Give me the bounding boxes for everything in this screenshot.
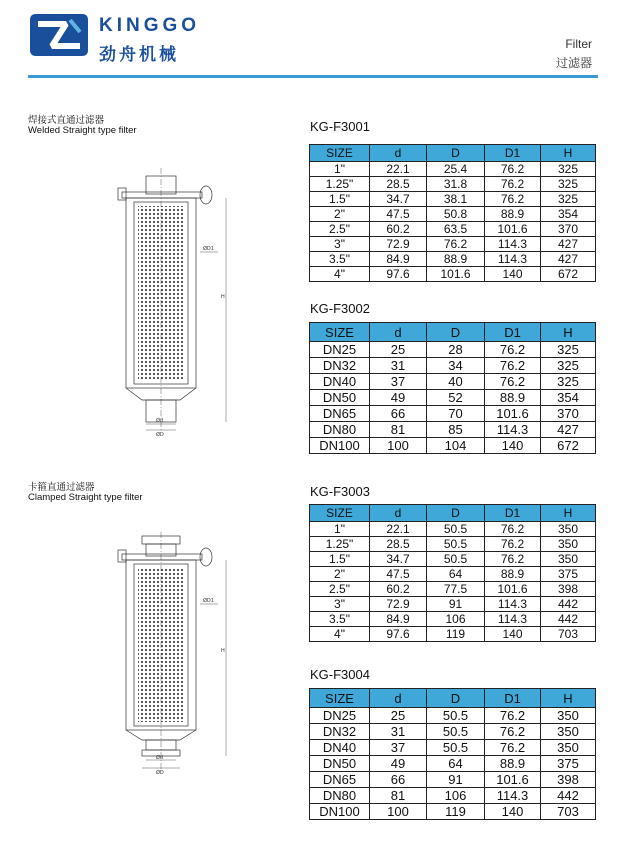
table-cell: 325 [541, 177, 596, 192]
table-cell: 76.2 [427, 237, 485, 252]
table-row [310, 567, 596, 582]
table-row [310, 358, 596, 374]
table-cell: 31 [370, 724, 427, 740]
table-row [310, 207, 596, 222]
table-cell: 50.5 [427, 740, 485, 756]
table-cell: 49 [370, 390, 427, 406]
table-cell: 76.2 [485, 162, 541, 177]
section-title-cn: 卡箍直通过滤器 [28, 482, 95, 493]
table-cell: 101.6 [485, 772, 541, 788]
table-cell: 350 [541, 522, 596, 537]
table-row [310, 237, 596, 252]
table-cell: 398 [541, 582, 596, 597]
table-cell: 64 [427, 756, 485, 772]
table-cell: 91 [427, 597, 485, 612]
category-en: Filter [565, 37, 592, 51]
table-cell: 703 [541, 627, 596, 642]
table-cell: 2" [310, 567, 370, 582]
table-cell: 140 [485, 438, 541, 454]
table-cell: 40 [427, 374, 485, 390]
table-cell: 114.3 [485, 252, 541, 267]
column-header: D [427, 323, 485, 342]
column-header: d [370, 323, 427, 342]
table-cell: 76.2 [485, 522, 541, 537]
table-cell: 325 [541, 162, 596, 177]
table-cell: 1.5" [310, 192, 370, 207]
table-cell: 398 [541, 772, 596, 788]
table-row [310, 708, 596, 724]
welded-filter-drawing [100, 168, 240, 438]
table-row [310, 740, 596, 756]
column-header: D [427, 689, 485, 708]
table-cell: 37 [370, 374, 427, 390]
table-cell: 50.5 [427, 552, 485, 567]
column-header: D [427, 145, 485, 162]
table-cell: 427 [541, 237, 596, 252]
table-cell: 140 [485, 267, 541, 282]
table-cell: 106 [427, 612, 485, 627]
table-cell: 672 [541, 267, 596, 282]
table-cell: 22.1 [370, 162, 427, 177]
table-cell: 427 [541, 422, 596, 438]
model-title: KG-F3004 [310, 667, 370, 682]
table-cell: 31.8 [427, 177, 485, 192]
dim-label-dd: ØD [156, 770, 164, 776]
clamped-filter-drawing [100, 532, 240, 776]
table-row [310, 724, 596, 740]
brand-name-cn: 劲舟机械 [99, 45, 179, 65]
table-cell: 325 [541, 342, 596, 358]
table-row [310, 177, 596, 192]
section-title-cn: 焊接式直通过滤器 [28, 115, 105, 126]
table-cell: 84.9 [370, 612, 427, 627]
table-cell: DN50 [310, 756, 370, 772]
table-cell: 70 [427, 406, 485, 422]
table-cell: 50.5 [427, 708, 485, 724]
table-row [310, 390, 596, 406]
table-cell: 2.5" [310, 582, 370, 597]
column-header: D1 [485, 323, 541, 342]
dim-label-d1: ØD1 [203, 246, 214, 252]
spec-table [309, 322, 596, 454]
table-row [310, 222, 596, 237]
column-header: SIZE [310, 505, 370, 522]
table-row [310, 756, 596, 772]
table-cell: 97.6 [370, 267, 427, 282]
table-cell: 72.9 [370, 237, 427, 252]
table-row [310, 422, 596, 438]
table-cell: 22.1 [370, 522, 427, 537]
table-cell: 34 [427, 358, 485, 374]
table-row [310, 342, 596, 358]
table-cell: 91 [427, 772, 485, 788]
table-cell: DN25 [310, 708, 370, 724]
table-row [310, 192, 596, 207]
table-cell: 50.5 [427, 522, 485, 537]
table-cell: 76.2 [485, 374, 541, 390]
table-cell: 1" [310, 162, 370, 177]
table-cell: 442 [541, 788, 596, 804]
column-header: d [370, 145, 427, 162]
table-cell: 50.8 [427, 207, 485, 222]
table-row [310, 597, 596, 612]
table-row [310, 438, 596, 454]
dim-label-d: Ød [156, 418, 164, 424]
section-title-en: Clamped Straight type filter [28, 492, 143, 503]
table-cell: 703 [541, 804, 596, 820]
table-cell: 427 [541, 252, 596, 267]
table-cell: 72.9 [370, 597, 427, 612]
table-header-row [310, 689, 596, 708]
table-cell: 60.2 [370, 222, 427, 237]
table-cell: 101.6 [427, 267, 485, 282]
table-cell: 2.5" [310, 222, 370, 237]
spec-table [309, 144, 596, 282]
table-cell: 100 [370, 804, 427, 820]
table-cell: 25 [370, 342, 427, 358]
table-cell: 76.2 [485, 192, 541, 207]
table-cell: 88.9 [485, 207, 541, 222]
model-title: KG-F3002 [310, 301, 370, 316]
table-cell: 1.25" [310, 177, 370, 192]
table-cell: 354 [541, 390, 596, 406]
table-cell: 3" [310, 597, 370, 612]
table-row [310, 252, 596, 267]
table-cell: 28 [427, 342, 485, 358]
column-header: d [370, 689, 427, 708]
table-cell: 85 [427, 422, 485, 438]
table-cell: 325 [541, 374, 596, 390]
table-cell: 84.9 [370, 252, 427, 267]
table-cell: 370 [541, 222, 596, 237]
table-cell: 60.2 [370, 582, 427, 597]
table-cell: 76.2 [485, 724, 541, 740]
spec-table [309, 504, 596, 642]
table-cell: 119 [427, 627, 485, 642]
table-cell: 1.25" [310, 537, 370, 552]
column-header: H [541, 323, 596, 342]
column-header: D [427, 505, 485, 522]
table-cell: 350 [541, 740, 596, 756]
table-cell: DN40 [310, 740, 370, 756]
table-cell: 47.5 [370, 207, 427, 222]
table-cell: 63.5 [427, 222, 485, 237]
table-row [310, 582, 596, 597]
table-cell: 1.5" [310, 552, 370, 567]
table-row [310, 522, 596, 537]
table-cell: 97.6 [370, 627, 427, 642]
spec-table [309, 688, 596, 820]
table-cell: 350 [541, 537, 596, 552]
table-cell: 76.2 [485, 177, 541, 192]
table-cell: 114.3 [485, 788, 541, 804]
table-cell: 25.4 [427, 162, 485, 177]
table-cell: 114.3 [485, 612, 541, 627]
table-cell: 52 [427, 390, 485, 406]
table-cell: 106 [427, 788, 485, 804]
table-cell: DN25 [310, 342, 370, 358]
table-cell: 38.1 [427, 192, 485, 207]
table-cell: 104 [427, 438, 485, 454]
table-cell: 442 [541, 612, 596, 627]
table-cell: 3.5" [310, 612, 370, 627]
table-row [310, 537, 596, 552]
table-cell: 76.2 [485, 740, 541, 756]
column-header: SIZE [310, 323, 370, 342]
kinggo-logo-icon [30, 10, 90, 60]
table-row [310, 612, 596, 627]
table-cell: 31 [370, 358, 427, 374]
dim-label-dd: ØD [156, 432, 164, 438]
table-cell: 34.7 [370, 552, 427, 567]
table-cell: 350 [541, 552, 596, 567]
table-row [310, 406, 596, 422]
table-cell: DN40 [310, 374, 370, 390]
table-row [310, 162, 596, 177]
dim-label-d1: ØD1 [203, 598, 214, 604]
table-cell: 370 [541, 406, 596, 422]
table-cell: DN100 [310, 438, 370, 454]
table-cell: 47.5 [370, 567, 427, 582]
table-cell: 64 [427, 567, 485, 582]
column-header: SIZE [310, 145, 370, 162]
brand-name-en: KINGGO [99, 15, 201, 36]
table-cell: DN100 [310, 804, 370, 820]
column-header: H [541, 505, 596, 522]
model-title: KG-F3003 [310, 484, 370, 499]
table-cell: 34.7 [370, 192, 427, 207]
table-cell: 442 [541, 597, 596, 612]
table-cell: 4" [310, 267, 370, 282]
table-cell: 100 [370, 438, 427, 454]
table-cell: 101.6 [485, 582, 541, 597]
dim-label-d: Ød [156, 755, 164, 761]
table-header-row [310, 145, 596, 162]
table-cell: 66 [370, 406, 427, 422]
dim-label-h: H [221, 648, 225, 654]
category-cn: 过滤器 [555, 56, 592, 70]
table-cell: 3" [310, 237, 370, 252]
table-cell: 76.2 [485, 358, 541, 374]
table-header-row [310, 505, 596, 522]
table-row [310, 788, 596, 804]
table-cell: 76.2 [485, 537, 541, 552]
table-cell: 76.2 [485, 552, 541, 567]
table-cell: 77.5 [427, 582, 485, 597]
table-cell: 140 [485, 804, 541, 820]
table-cell: 49 [370, 756, 427, 772]
table-cell: 140 [485, 627, 541, 642]
table-cell: 101.6 [485, 406, 541, 422]
table-cell: 325 [541, 192, 596, 207]
table-cell: 81 [370, 422, 427, 438]
column-header: d [370, 505, 427, 522]
column-header: SIZE [310, 689, 370, 708]
column-header: H [541, 145, 596, 162]
table-cell: DN65 [310, 406, 370, 422]
table-cell: 114.3 [485, 422, 541, 438]
table-cell: 114.3 [485, 237, 541, 252]
table-cell: 50.5 [427, 724, 485, 740]
table-cell: 3.5" [310, 252, 370, 267]
table-row [310, 627, 596, 642]
table-row [310, 374, 596, 390]
table-cell: 2" [310, 207, 370, 222]
table-cell: 325 [541, 358, 596, 374]
column-header: D1 [485, 145, 541, 162]
table-row [310, 804, 596, 820]
table-cell: 350 [541, 724, 596, 740]
table-cell: 119 [427, 804, 485, 820]
table-cell: 66 [370, 772, 427, 788]
table-cell: 28.5 [370, 177, 427, 192]
table-cell: 88.9 [485, 567, 541, 582]
table-cell: 101.6 [485, 222, 541, 237]
table-cell: DN80 [310, 422, 370, 438]
table-cell: 76.2 [485, 342, 541, 358]
table-cell: 1" [310, 522, 370, 537]
header-divider [28, 75, 598, 78]
table-cell: DN50 [310, 390, 370, 406]
table-cell: 672 [541, 438, 596, 454]
table-cell: 76.2 [485, 708, 541, 724]
column-header: D1 [485, 505, 541, 522]
table-cell: 50.5 [427, 537, 485, 552]
table-cell: 375 [541, 756, 596, 772]
table-cell: DN32 [310, 358, 370, 374]
table-cell: DN65 [310, 772, 370, 788]
table-cell: 88.9 [485, 756, 541, 772]
table-cell: DN80 [310, 788, 370, 804]
table-cell: 37 [370, 740, 427, 756]
table-row [310, 267, 596, 282]
section-title-en: Welded Straight type filter [28, 125, 137, 136]
table-cell: 28.5 [370, 537, 427, 552]
dim-label-h: H [221, 294, 225, 300]
table-row [310, 772, 596, 788]
table-cell: 375 [541, 567, 596, 582]
table-cell: 88.9 [485, 390, 541, 406]
table-cell: 25 [370, 708, 427, 724]
table-cell: DN32 [310, 724, 370, 740]
table-cell: 354 [541, 207, 596, 222]
table-cell: 88.9 [427, 252, 485, 267]
table-cell: 81 [370, 788, 427, 804]
model-title: KG-F3001 [310, 119, 370, 134]
column-header: H [541, 689, 596, 708]
table-header-row [310, 323, 596, 342]
table-cell: 4" [310, 627, 370, 642]
column-header: D1 [485, 689, 541, 708]
table-cell: 350 [541, 708, 596, 724]
table-row [310, 552, 596, 567]
table-cell: 114.3 [485, 597, 541, 612]
